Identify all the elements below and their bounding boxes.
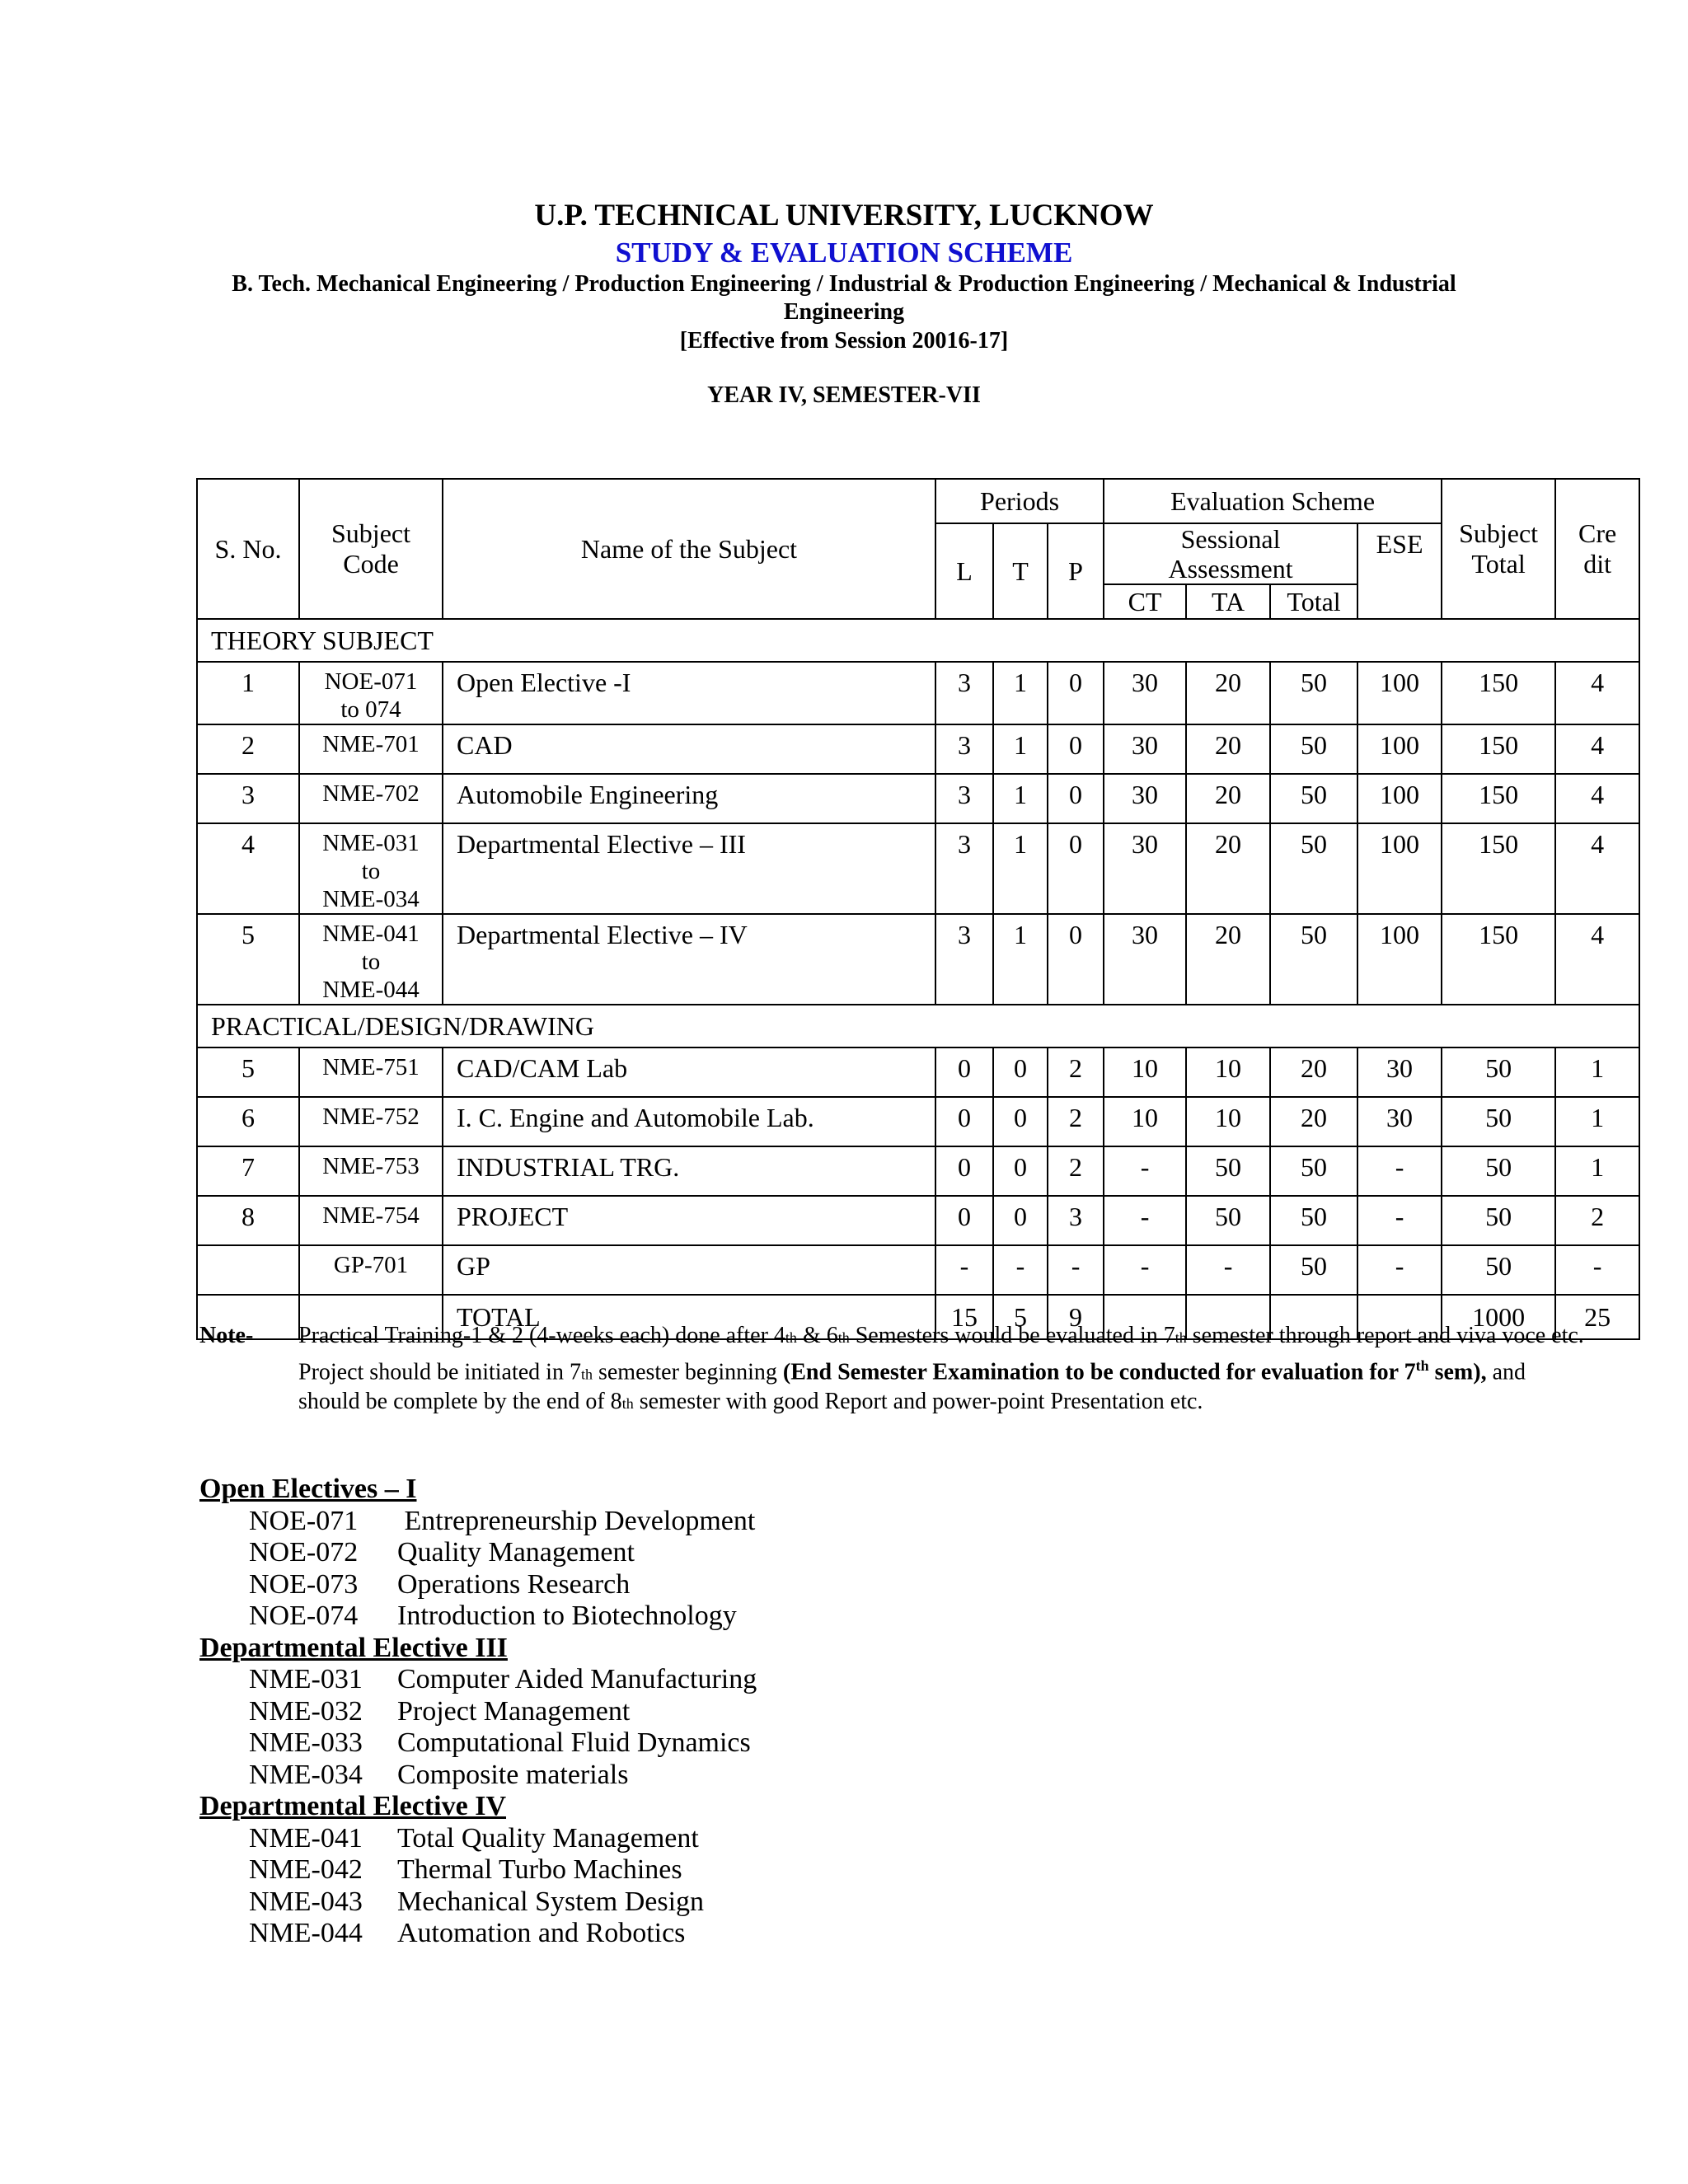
- credit-cell: 1: [1555, 1146, 1639, 1196]
- p-cell: 2: [1048, 1047, 1104, 1097]
- practical-row: [197, 1146, 1639, 1196]
- credit-cell: 2: [1555, 1196, 1639, 1245]
- ct-header: CT: [1104, 584, 1186, 619]
- theory-rows: [197, 662, 1639, 1005]
- p-cell: 2: [1048, 1097, 1104, 1146]
- total-cell: 20: [1270, 1047, 1357, 1097]
- l-cell: 0: [935, 1146, 993, 1196]
- subject-name-cell: CAD: [443, 724, 935, 774]
- ta-cell: 50: [1186, 1146, 1270, 1196]
- elective-item: [199, 1506, 757, 1538]
- total-cell: 50: [1270, 1196, 1357, 1245]
- total-header: Total: [1270, 584, 1357, 619]
- p-cell: 0: [1048, 662, 1104, 724]
- l-cell: 3: [935, 662, 993, 724]
- l-cell: -: [935, 1245, 993, 1295]
- elective-code: NME-041: [249, 1822, 363, 1854]
- ct-cell: -: [1104, 1245, 1186, 1295]
- sno-cell: 6: [197, 1097, 299, 1146]
- code-cell: NME-701: [299, 724, 443, 774]
- practical-rows: [197, 1047, 1639, 1295]
- t-cell: 0: [993, 1196, 1048, 1245]
- credit-header: Cre dit: [1555, 479, 1639, 619]
- code-cell: NME-753: [299, 1146, 443, 1196]
- l-cell: 0: [935, 1097, 993, 1146]
- elective-code: NME-031: [249, 1664, 363, 1694]
- ct-cell: 30: [1104, 774, 1186, 823]
- t-cell: 1: [993, 823, 1048, 914]
- ct-cell: 30: [1104, 662, 1186, 724]
- subject-total-cell: 150: [1442, 823, 1555, 914]
- code-header: Subject Code: [299, 479, 443, 619]
- ct-cell: 30: [1104, 823, 1186, 914]
- sessional-header: Sessional Assessment: [1104, 523, 1357, 584]
- credit-cell: 4: [1555, 914, 1639, 1005]
- subject-name-cell: Open Elective -I: [443, 662, 935, 724]
- l-cell: 3: [935, 823, 993, 914]
- ct-cell: -: [1104, 1146, 1186, 1196]
- p-cell: 2: [1048, 1146, 1104, 1196]
- theory-row: [197, 914, 1639, 1005]
- elective-name: Entrepreneurship Development: [397, 1505, 756, 1536]
- header-row-1: [197, 479, 1639, 523]
- subject-total-cell: 50: [1442, 1245, 1555, 1295]
- elective-code: NME-032: [249, 1695, 363, 1727]
- ta-header: TA: [1186, 584, 1270, 619]
- elective-item: [199, 1886, 757, 1919]
- code-cell: GP-701: [299, 1245, 443, 1295]
- elective-name: Composite materials: [397, 1759, 629, 1790]
- theory-row: [197, 774, 1639, 823]
- elective-code: NOE-073: [249, 1568, 359, 1600]
- session-line: [Effective from Session 20016-17]: [679, 328, 1009, 354]
- credit-cell: 4: [1555, 662, 1639, 724]
- sno-cell: 5: [197, 1047, 299, 1097]
- p-header: P: [1048, 523, 1104, 619]
- elective-group-title: Open Electives – I: [199, 1474, 417, 1504]
- t-cell: 0: [993, 1047, 1048, 1097]
- total-cell: 50: [1270, 662, 1357, 724]
- program-title: B. Tech. Mechanical Engineering / Production Engineering / Industrial & Production Engineering / Mechanical & Industrial Engineering: [232, 271, 1456, 325]
- ct-cell: 10: [1104, 1047, 1186, 1097]
- t-cell: 0: [993, 1146, 1048, 1196]
- elective-name: Introduction to Biotechnology: [397, 1601, 737, 1631]
- elective-name: Automation and Robotics: [397, 1918, 686, 1948]
- t-cell: 0: [993, 1097, 1048, 1146]
- t-cell: 1: [993, 914, 1048, 1005]
- subject-total-cell: 150: [1442, 662, 1555, 724]
- evaluation-table: [196, 478, 1640, 1340]
- practical-section-row: [197, 1005, 1639, 1047]
- theory-section-label: THEORY SUBJECT: [197, 619, 1639, 662]
- university-title: U.P. TECHNICAL UNIVERSITY, LUCKNOW: [534, 199, 1154, 232]
- ct-cell: 30: [1104, 724, 1186, 774]
- code-cell: NME-754: [299, 1196, 443, 1245]
- note-label: Note-: [199, 1323, 254, 1348]
- sno-cell: 3: [197, 774, 299, 823]
- practical-section-label: PRACTICAL/DESIGN/DRAWING: [197, 1005, 1639, 1047]
- code-cell: NOE-071 to 074: [299, 662, 443, 724]
- elective-code: NME-033: [249, 1727, 363, 1758]
- theory-row: [197, 662, 1639, 724]
- elective-name: Operations Research: [397, 1568, 631, 1600]
- code-cell: NME-751: [299, 1047, 443, 1097]
- theory-section-row: [197, 619, 1639, 662]
- total-subject-total: 1000: [1442, 1295, 1555, 1339]
- subject-name-cell: Departmental Elective – III: [443, 823, 935, 914]
- total-cell: 50: [1270, 724, 1357, 774]
- t-header: T: [993, 523, 1048, 619]
- theory-row: [197, 823, 1639, 914]
- note-line-1: Practical Training-1 & 2 (4-weeks each) done after 4th & 6th Semesters would be evaluated in 7th semester through report and viva voce etc.: [298, 1323, 1584, 1348]
- elective-code: NME-042: [249, 1854, 363, 1885]
- ta-cell: 20: [1186, 662, 1270, 724]
- sno-cell: 5: [197, 914, 299, 1005]
- total-label: TOTAL: [443, 1295, 935, 1339]
- note-body: [298, 1322, 1592, 1418]
- subject-name-cell: Automobile Engineering: [443, 774, 935, 823]
- elective-code: NME-043: [249, 1886, 363, 1917]
- total-cell: 50: [1270, 823, 1357, 914]
- p-cell: 0: [1048, 823, 1104, 914]
- subject-name-cell: INDUSTRIAL TRG.: [443, 1146, 935, 1196]
- ese-cell: -: [1357, 1196, 1442, 1245]
- practical-row: [197, 1196, 1639, 1245]
- ese-cell: 100: [1357, 724, 1442, 774]
- subject-total-header: Subject Total: [1442, 479, 1555, 619]
- elective-group-title: Departmental Elective III: [199, 1632, 508, 1663]
- elective-name: Project Management: [397, 1695, 631, 1727]
- elective-name: Total Quality Management: [397, 1822, 699, 1854]
- subject-name-cell: CAD/CAM Lab: [443, 1047, 935, 1097]
- l-cell: 0: [935, 1196, 993, 1245]
- ct-cell: 10: [1104, 1097, 1186, 1146]
- total-p: 9: [1048, 1295, 1104, 1339]
- credit-cell: 1: [1555, 1047, 1639, 1097]
- credit-cell: 1: [1555, 1097, 1639, 1146]
- name-header: Name of the Subject: [443, 479, 935, 619]
- elective-name: Computer Aided Manufacturing: [397, 1664, 757, 1694]
- sno-header: S. No.: [197, 479, 299, 619]
- elective-name: Computational Fluid Dynamics: [397, 1727, 751, 1758]
- subject-total-cell: 50: [1442, 1047, 1555, 1097]
- elective-code: NME-034: [249, 1759, 363, 1790]
- elective-item: [199, 1727, 757, 1760]
- ese-header: ESE: [1357, 523, 1442, 619]
- ct-cell: -: [1104, 1196, 1186, 1245]
- elective-code: NOE-072: [249, 1537, 359, 1568]
- elective-item: [199, 1823, 757, 1855]
- code-cell: NME-031 to NME-034: [299, 823, 443, 914]
- l-cell: 3: [935, 914, 993, 1005]
- ese-cell: -: [1357, 1245, 1442, 1295]
- ese-cell: 30: [1357, 1047, 1442, 1097]
- t-cell: -: [993, 1245, 1048, 1295]
- subject-total-cell: 50: [1442, 1097, 1555, 1146]
- total-cell: 50: [1270, 774, 1357, 823]
- periods-header: Periods: [935, 479, 1104, 523]
- total-l: 15: [935, 1295, 993, 1339]
- ta-cell: 20: [1186, 724, 1270, 774]
- code-cell: NME-041 to NME-044: [299, 914, 443, 1005]
- p-cell: 0: [1048, 774, 1104, 823]
- l-cell: 0: [935, 1047, 993, 1097]
- elective-item: [199, 1854, 757, 1886]
- p-cell: 3: [1048, 1196, 1104, 1245]
- code-cell: NME-702: [299, 774, 443, 823]
- ta-cell: 10: [1186, 1047, 1270, 1097]
- sno-cell: 2: [197, 724, 299, 774]
- total-cell: 50: [1270, 1245, 1357, 1295]
- subject-total-cell: 150: [1442, 914, 1555, 1005]
- ct-cell: 30: [1104, 914, 1186, 1005]
- subject-name-cell: I. C. Engine and Automobile Lab.: [443, 1097, 935, 1146]
- elective-item: [199, 1664, 757, 1696]
- elective-item: [199, 1696, 757, 1728]
- elective-group-title: Departmental Elective IV: [199, 1791, 507, 1821]
- t-cell: 1: [993, 662, 1048, 724]
- credit-cell: 4: [1555, 774, 1639, 823]
- elective-item: [199, 1569, 757, 1601]
- subject-total-cell: 50: [1442, 1196, 1555, 1245]
- p-cell: -: [1048, 1245, 1104, 1295]
- total-credit: 25: [1555, 1295, 1639, 1339]
- total-cell: 50: [1270, 1146, 1357, 1196]
- elective-code: NOE-074: [249, 1601, 359, 1631]
- elective-item: [199, 1537, 757, 1569]
- note-block: [199, 1322, 1592, 1418]
- document-header: [0, 196, 1688, 410]
- ta-cell: 20: [1186, 914, 1270, 1005]
- p-cell: 0: [1048, 914, 1104, 1005]
- electives-list: [199, 1474, 757, 1950]
- elective-code: NME-044: [249, 1918, 363, 1948]
- subject-total-cell: 150: [1442, 724, 1555, 774]
- elective-name: Mechanical System Design: [397, 1886, 705, 1917]
- theory-row: [197, 724, 1639, 774]
- l-cell: 3: [935, 774, 993, 823]
- subject-total-cell: 150: [1442, 774, 1555, 823]
- practical-row: [197, 1245, 1639, 1295]
- subject-name-cell: GP: [443, 1245, 935, 1295]
- sno-cell: 1: [197, 662, 299, 724]
- total-t: 5: [993, 1295, 1048, 1339]
- ese-cell: 100: [1357, 662, 1442, 724]
- ese-cell: 100: [1357, 914, 1442, 1005]
- ta-cell: 20: [1186, 774, 1270, 823]
- total-cell: 50: [1270, 914, 1357, 1005]
- credit-cell: -: [1555, 1245, 1639, 1295]
- elective-item: [199, 1601, 757, 1633]
- sno-cell: 4: [197, 823, 299, 914]
- elective-code: NOE-071: [249, 1505, 359, 1536]
- note-line-2: Project should be initiated in 7th semester beginning (End Semester Examination to be conducted for evaluation for 7th sem), and should be complete by the end of 8th semester with good Report and power-point Presentation etc.: [298, 1357, 1526, 1415]
- subject-name-cell: Departmental Elective – IV: [443, 914, 935, 1005]
- p-cell: 0: [1048, 724, 1104, 774]
- year-semester: YEAR IV, SEMESTER-VII: [707, 382, 981, 408]
- scheme-title: STUDY & EVALUATION SCHEME: [615, 237, 1073, 269]
- elective-item: [199, 1760, 757, 1792]
- l-header: L: [935, 523, 993, 619]
- ta-cell: 10: [1186, 1097, 1270, 1146]
- l-cell: 3: [935, 724, 993, 774]
- practical-row: [197, 1047, 1639, 1097]
- total-cell: 20: [1270, 1097, 1357, 1146]
- code-cell: NME-752: [299, 1097, 443, 1146]
- practical-row: [197, 1097, 1639, 1146]
- elective-item: [199, 1918, 757, 1950]
- sno-cell: 8: [197, 1196, 299, 1245]
- ese-cell: 100: [1357, 823, 1442, 914]
- subject-total-cell: 50: [1442, 1146, 1555, 1196]
- ta-cell: -: [1186, 1245, 1270, 1295]
- ta-cell: 50: [1186, 1196, 1270, 1245]
- credit-cell: 4: [1555, 724, 1639, 774]
- sno-cell: [197, 1245, 299, 1295]
- eval-header: Evaluation Scheme: [1104, 479, 1442, 523]
- sno-cell: 7: [197, 1146, 299, 1196]
- ese-cell: 100: [1357, 774, 1442, 823]
- elective-name: Quality Management: [397, 1537, 635, 1568]
- t-cell: 1: [993, 724, 1048, 774]
- credit-cell: 4: [1555, 823, 1639, 914]
- elective-name: Thermal Turbo Machines: [397, 1854, 682, 1885]
- subject-name-cell: PROJECT: [443, 1196, 935, 1245]
- ta-cell: 20: [1186, 823, 1270, 914]
- ese-cell: 30: [1357, 1097, 1442, 1146]
- t-cell: 1: [993, 774, 1048, 823]
- ese-cell: -: [1357, 1146, 1442, 1196]
